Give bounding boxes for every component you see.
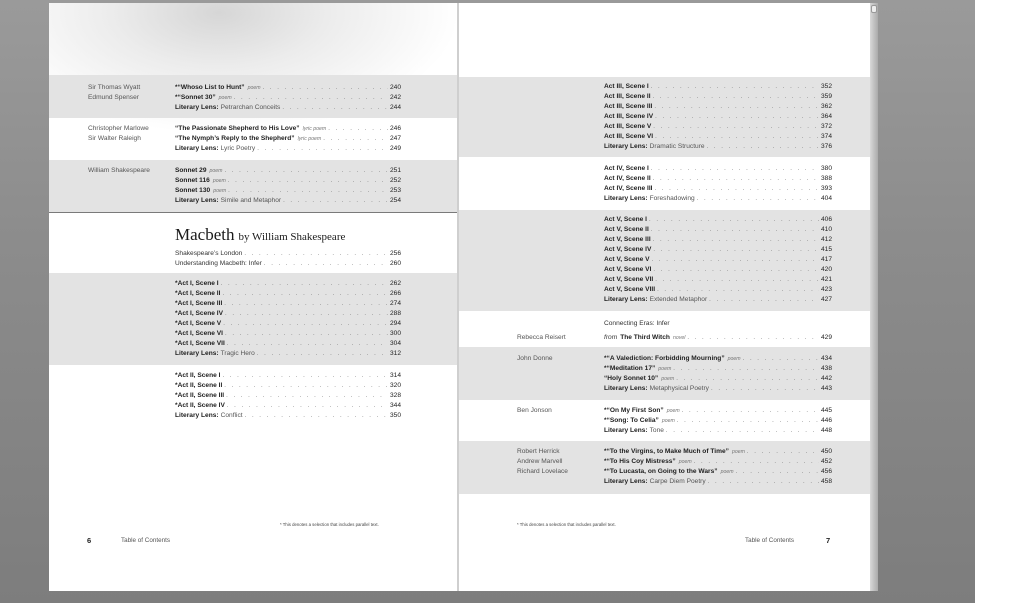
entry-title: Act V, Scene VIII	[604, 286, 656, 293]
author-name: Andrew Marvell	[517, 458, 563, 465]
lens-label: Literary Lens:	[175, 197, 219, 204]
entry-genre: poem	[678, 459, 692, 465]
entry-genre: poem	[213, 188, 227, 194]
entry-title: *Act I, Scene III	[175, 300, 223, 307]
leader-dots	[227, 401, 388, 411]
entry-title: “The Passionate Shepherd to His Love”	[175, 125, 300, 132]
lens-label: Literary Lens:	[175, 104, 219, 111]
entry-page: 421	[820, 276, 832, 283]
entry-genre: poem	[720, 469, 734, 475]
leader-dots	[221, 279, 388, 289]
toc-entry[interactable]	[604, 406, 832, 416]
entry-title: Act V, Scene V	[604, 256, 650, 263]
entry-page: 359	[820, 93, 832, 100]
entry-title: Shakespeare’s London	[175, 250, 243, 257]
entry-page: 448	[820, 427, 832, 434]
lens-label: Literary Lens:	[175, 350, 219, 357]
entry-title: Act III, Scene III	[604, 103, 653, 110]
toc-entry[interactable]	[604, 384, 832, 394]
toc-entry[interactable]	[604, 122, 832, 132]
connecting-heading: Connecting Eras: Infer	[604, 320, 670, 327]
toc-entry[interactable]	[604, 295, 832, 305]
leader-dots	[709, 295, 819, 305]
toc-entry[interactable]	[604, 333, 832, 343]
toc-entry[interactable]	[604, 457, 832, 467]
entry-page: 446	[820, 417, 832, 424]
entry-title: Act III, Scene I	[604, 83, 649, 90]
toc-entry[interactable]	[604, 275, 832, 285]
toc-entry[interactable]	[604, 92, 832, 102]
lens-topic: Dramatic Structure	[649, 143, 705, 150]
leader-dots	[223, 319, 388, 329]
entry-page: 458	[820, 478, 832, 485]
leader-dots	[649, 215, 819, 225]
toc-entry[interactable]	[175, 309, 401, 319]
leader-dots	[673, 364, 819, 374]
entry-genre: lyric poem	[297, 136, 322, 142]
leader-dots	[224, 381, 388, 391]
entry-page: 350	[389, 412, 401, 419]
leader-dots	[651, 164, 819, 174]
entry-page: 320	[389, 382, 401, 389]
lens-topic: Petrarchan Conceits	[220, 104, 281, 111]
author-name: Edmund Spenser	[88, 94, 139, 101]
entry-page: 404	[820, 195, 832, 202]
entry-genre: poem	[727, 356, 741, 362]
entry-title: *Act I, Scene V	[175, 320, 222, 327]
toc-entry[interactable]	[604, 265, 832, 275]
right-page	[459, 3, 870, 591]
entry-page: 415	[820, 246, 832, 253]
entry-page: 344	[389, 402, 401, 409]
entry-title: *“To the Virgins, to Make Much of Time”	[604, 448, 729, 455]
leader-dots	[655, 275, 819, 285]
leader-dots	[708, 477, 819, 487]
entry-title: The Third Witch	[620, 334, 670, 341]
entry-page: 443	[820, 385, 832, 392]
toc-entry[interactable]	[604, 285, 832, 295]
window-edge	[975, 0, 1024, 603]
resize-handle[interactable]	[871, 5, 877, 13]
entry-title: Act III, Scene V	[604, 123, 652, 130]
leader-dots	[225, 309, 388, 319]
leader-dots	[682, 406, 819, 416]
toc-entry[interactable]	[175, 299, 401, 309]
toc-entry[interactable]	[604, 225, 832, 235]
entry-page: 429	[820, 334, 832, 341]
lens-label: Literary Lens:	[604, 143, 648, 150]
entry-genre: poem	[209, 168, 223, 174]
entry-title: Act III, Scene II	[604, 93, 651, 100]
lens-topic: Conflict	[220, 412, 243, 419]
entry-page: 247	[389, 135, 401, 142]
entry-title: *Act II, Scene III	[175, 392, 225, 399]
entry-page: 427	[820, 296, 832, 303]
toc-entry[interactable]	[604, 426, 832, 436]
page-number: 6	[87, 536, 92, 545]
entry-genre: poem	[658, 366, 672, 372]
toc-entry[interactable]	[175, 339, 401, 349]
entry-page: 364	[820, 113, 832, 120]
leader-dots	[222, 289, 388, 299]
entry-page: 246	[389, 125, 401, 132]
entry-title: *“Whoso List to Hunt”	[175, 84, 245, 91]
entry-genre: poem	[247, 85, 261, 91]
leader-dots	[263, 83, 388, 93]
toc-entry[interactable]	[175, 349, 401, 359]
leader-dots	[655, 184, 819, 194]
entry-genre: poem	[661, 418, 675, 424]
entry-title: Act V, Scene VI	[604, 266, 652, 273]
toc-entry[interactable]	[175, 391, 401, 401]
leader-dots	[657, 285, 819, 295]
entry-title: *“Sonnet 30”	[175, 94, 216, 101]
lens-label: Literary Lens:	[175, 412, 219, 419]
leader-dots	[245, 411, 388, 421]
toc-entry[interactable]	[604, 364, 832, 374]
entry-title: *Act I, Scene II	[175, 290, 221, 297]
lens-label: Literary Lens:	[604, 427, 648, 434]
entry-page: 244	[389, 104, 401, 111]
entry-page: 328	[389, 392, 401, 399]
toc-entry[interactable]	[175, 83, 401, 93]
toc-entry[interactable]	[604, 184, 832, 194]
toc-entry[interactable]	[175, 103, 401, 113]
entry-title: Act V, Scene IV	[604, 246, 652, 253]
footer-label: Table of Contents	[121, 537, 171, 544]
entry-title: Act V, Scene II	[604, 226, 649, 233]
entry-page: 380	[820, 165, 832, 172]
entry-title: *“To His Coy Mistress”	[604, 458, 676, 465]
section-heading	[604, 319, 832, 329]
leader-dots	[736, 467, 819, 477]
entry-title: Act III, Scene IV	[604, 113, 654, 120]
entry-title: Act V, Scene I	[604, 216, 648, 223]
entry-page: 362	[820, 103, 832, 110]
entry-page: 266	[389, 290, 401, 297]
toc-entry[interactable]	[604, 354, 832, 364]
leader-dots	[323, 134, 388, 144]
author-name: John Donne	[517, 355, 553, 362]
leader-dots	[655, 132, 819, 142]
play-title: Macbeth	[175, 225, 235, 244]
footer-label: Table of Contents	[745, 537, 795, 544]
entry-genre: poem	[218, 95, 232, 101]
play-byline: by William Shakespeare	[238, 231, 346, 243]
entry-genre: poem	[661, 376, 675, 382]
toc-entry[interactable]	[175, 319, 401, 329]
entry-title: *Act II, Scene IV	[175, 402, 225, 409]
entry-page: 274	[389, 300, 401, 307]
leader-dots	[655, 112, 819, 122]
toc-entry[interactable]	[175, 166, 401, 176]
entry-title: *Act II, Scene I	[175, 372, 221, 379]
entry-title: *Act I, Scene I	[175, 280, 219, 287]
toc-entry[interactable]	[175, 401, 401, 411]
entry-page: 252	[389, 177, 401, 184]
lens-topic: Extended Metaphor	[649, 296, 708, 303]
entry-page: 260	[389, 260, 401, 267]
toc-entry[interactable]	[175, 176, 401, 186]
leader-dots	[224, 299, 388, 309]
entry-title: Act IV, Scene I	[604, 165, 649, 172]
entry-title: Sonnet 29	[175, 167, 207, 174]
entry-page: 254	[389, 197, 401, 204]
leader-dots	[226, 391, 388, 401]
entry-title: Act III, Scene VI	[604, 133, 654, 140]
lens-label: Literary Lens:	[175, 145, 219, 152]
leader-dots	[687, 333, 819, 343]
leader-dots	[264, 259, 388, 269]
toc-entry[interactable]	[604, 467, 832, 477]
leader-dots	[257, 349, 388, 359]
entry-prefix: from	[604, 334, 618, 341]
leader-dots	[707, 142, 819, 152]
lens-label: Literary Lens:	[604, 195, 648, 202]
leader-dots	[228, 176, 388, 186]
author-name: Sir Thomas Wyatt	[88, 84, 141, 91]
leader-dots	[244, 249, 388, 259]
author-name: William Shakespeare	[88, 167, 150, 174]
entry-page: 256	[389, 250, 401, 257]
entry-page: 242	[389, 94, 401, 101]
entry-title: *“Song: To Celia”	[604, 417, 659, 424]
entry-page: 376	[820, 143, 832, 150]
footnote: * This denotes a selection that includes parallel text.	[517, 522, 616, 527]
leader-dots	[282, 103, 388, 113]
entry-page: 452	[820, 458, 832, 465]
leader-dots	[653, 245, 819, 255]
toc-entry[interactable]	[175, 279, 401, 289]
toc-entry[interactable]	[604, 374, 832, 384]
page-edge	[870, 3, 878, 591]
toc-entry[interactable]	[604, 447, 832, 457]
leader-dots	[677, 416, 819, 426]
entry-title: Act V, Scene VII	[604, 276, 654, 283]
entry-page: 410	[820, 226, 832, 233]
toc-entry[interactable]	[604, 112, 832, 122]
entry-title: *Act I, Scene VII	[175, 340, 225, 347]
leader-dots	[651, 82, 819, 92]
entry-page: 300	[389, 330, 401, 337]
entry-page: 412	[820, 236, 832, 243]
entry-page: 434	[820, 355, 832, 362]
author-name: Sir Walter Raleigh	[88, 135, 141, 142]
lens-label: Literary Lens:	[604, 296, 648, 303]
toc-entry[interactable]	[604, 164, 832, 174]
toc-entry[interactable]	[604, 255, 832, 265]
toc-entry[interactable]	[175, 134, 401, 144]
leader-dots	[228, 186, 388, 196]
entry-title: *Act II, Scene II	[175, 382, 223, 389]
entry-page: 352	[820, 83, 832, 90]
author-name: Rebecca Reisert	[517, 334, 566, 341]
section-rule	[49, 212, 457, 213]
leader-dots	[666, 426, 819, 436]
entry-title: Understanding Macbeth: Infer	[175, 260, 262, 267]
entry-page: 417	[820, 256, 832, 263]
section-title	[175, 225, 345, 245]
toc-entry[interactable]	[604, 235, 832, 245]
entry-page: 262	[389, 280, 401, 287]
toc-entry[interactable]	[175, 124, 401, 134]
leader-dots	[328, 124, 388, 134]
toc-entry[interactable]	[175, 411, 401, 421]
lens-topic: Foreshadowing	[649, 195, 695, 202]
author-name: Ben Jonson	[517, 407, 552, 414]
entry-page: 438	[820, 365, 832, 372]
leader-dots	[257, 144, 388, 154]
leader-dots	[694, 457, 819, 467]
entry-title: Act IV, Scene III	[604, 185, 653, 192]
leader-dots	[747, 447, 819, 457]
author-name: Christopher Marlowe	[88, 125, 149, 132]
leader-dots	[227, 339, 388, 349]
toc-entry[interactable]	[175, 93, 401, 103]
toc-entry[interactable]	[604, 142, 832, 152]
entry-page: 372	[820, 123, 832, 130]
entry-page: 304	[389, 340, 401, 347]
leader-dots	[743, 354, 819, 364]
toc-entry[interactable]	[604, 132, 832, 142]
leader-dots	[651, 225, 819, 235]
entry-page: 251	[389, 167, 401, 174]
lens-topic: Tone	[649, 427, 664, 434]
entry-page: 406	[820, 216, 832, 223]
author-name: Robert Herrick	[517, 448, 560, 455]
footnote: * This denotes a selection that includes parallel text.	[280, 522, 379, 527]
entry-genre: poem	[731, 449, 745, 455]
entry-title: *“Meditation 17”	[604, 365, 656, 372]
entry-title: Act V, Scene III	[604, 236, 651, 243]
toc-entry[interactable]	[175, 259, 401, 269]
entry-page: 253	[389, 187, 401, 194]
entry-page: 393	[820, 185, 832, 192]
entry-title: *Act I, Scene IV	[175, 310, 224, 317]
entry-genre: lyric poem	[302, 126, 327, 132]
toc-entry[interactable]	[175, 249, 401, 259]
lens-label: Literary Lens:	[604, 478, 648, 485]
entry-page: 420	[820, 266, 832, 273]
leader-dots	[697, 194, 819, 204]
entry-page: 450	[820, 448, 832, 455]
entry-page: 374	[820, 133, 832, 140]
entry-title: “Holy Sonnet 10”	[604, 375, 659, 382]
entry-genre: poem	[212, 178, 226, 184]
entry-title: *“To Lucasta, on Going to the Wars”	[604, 468, 718, 475]
leader-dots	[225, 329, 388, 339]
lens-topic: Lyric Poetry	[220, 145, 256, 152]
toc-entry[interactable]	[175, 186, 401, 196]
leader-dots	[653, 92, 819, 102]
toc-entry[interactable]	[604, 82, 832, 92]
leader-dots	[653, 265, 819, 275]
entry-title: Sonnet 116	[175, 177, 210, 184]
toc-entry[interactable]	[175, 289, 401, 299]
toc-entry[interactable]	[604, 174, 832, 184]
lens-topic: Metaphysical Poetry	[649, 385, 709, 392]
leader-dots	[653, 174, 819, 184]
leader-dots	[652, 255, 819, 265]
entry-genre: novel	[672, 335, 686, 341]
leader-dots	[653, 235, 819, 245]
toc-entry[interactable]	[604, 245, 832, 255]
toc-entry[interactable]	[604, 215, 832, 225]
leader-dots	[711, 384, 819, 394]
entry-title: Act IV, Scene II	[604, 175, 651, 182]
author-name: Richard Lovelace	[517, 468, 568, 475]
entry-genre: poem	[666, 408, 680, 414]
lens-topic: Simile and Metaphor	[220, 197, 282, 204]
entry-title: *“On My First Son”	[604, 407, 664, 414]
entry-page: 442	[820, 375, 832, 382]
leader-dots	[654, 102, 819, 112]
entry-page: 445	[820, 407, 832, 414]
left-page	[49, 3, 457, 591]
toc-entry[interactable]	[175, 381, 401, 391]
lens-topic: Carpe Diem Poetry	[649, 478, 706, 485]
entry-title: *“A Valediction: Forbidding Mourning”	[604, 355, 725, 362]
entry-page: 314	[389, 372, 401, 379]
toc-entry[interactable]	[604, 416, 832, 426]
lens-label: Literary Lens:	[604, 385, 648, 392]
leader-dots	[676, 374, 819, 384]
leader-dots	[222, 371, 388, 381]
entry-title: *Act I, Scene VI	[175, 330, 224, 337]
entry-page: 423	[820, 286, 832, 293]
page-number: 7	[826, 536, 831, 545]
toc-entry[interactable]	[175, 196, 401, 206]
toc-entry[interactable]	[604, 102, 832, 112]
entry-page: 312	[389, 350, 401, 357]
entry-title: “The Nymph’s Reply to the Shepherd”	[175, 135, 295, 142]
leader-dots	[234, 93, 388, 103]
entry-page: 456	[820, 468, 832, 475]
entry-page: 388	[820, 175, 832, 182]
leader-dots	[653, 122, 819, 132]
entry-page: 249	[389, 145, 401, 152]
entry-page: 294	[389, 320, 401, 327]
leader-dots	[225, 166, 388, 176]
toc-entry[interactable]	[175, 329, 401, 339]
toc-entry[interactable]	[175, 371, 401, 381]
lens-topic: Tragic Hero	[220, 350, 255, 357]
entry-page: 288	[389, 310, 401, 317]
toc-entry[interactable]	[175, 144, 401, 154]
toc-entry[interactable]	[604, 477, 832, 487]
entry-page: 240	[389, 84, 401, 91]
entry-title: Sonnet 130	[175, 187, 211, 194]
leader-dots	[283, 196, 388, 206]
toc-entry[interactable]	[604, 194, 832, 204]
